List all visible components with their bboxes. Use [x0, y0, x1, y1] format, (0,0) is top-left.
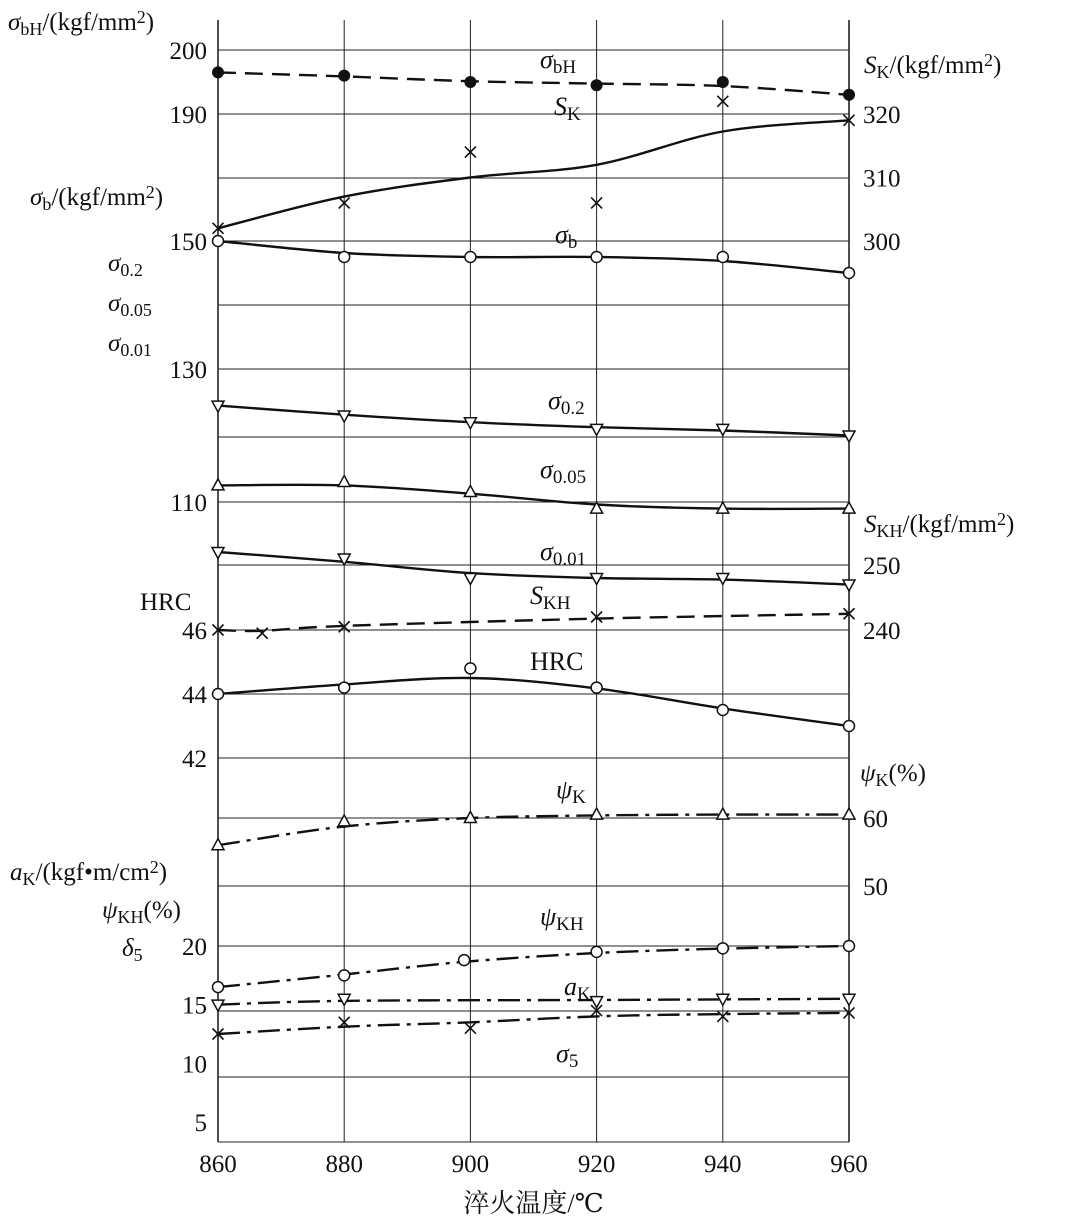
x-tick-label: 900 [451, 1151, 490, 1178]
triangle-down-marker [843, 994, 855, 1005]
series-line-SKH [218, 614, 849, 631]
series-label-σbH: σbH [540, 45, 577, 79]
triangle-up-marker [591, 808, 603, 819]
x-tick-label: 880 [325, 1151, 363, 1178]
delta5-axis-title: δ5 [122, 935, 143, 966]
circle-marker [717, 252, 728, 263]
dot-marker [591, 79, 603, 91]
left-tick-label: 5 [194, 1110, 207, 1137]
circle-marker [213, 236, 224, 247]
cross-marker [257, 628, 268, 639]
series-label-σ0.05: σ0.05 [540, 455, 587, 489]
circle-marker [591, 252, 602, 263]
triangle-up-marker [464, 486, 476, 497]
series-line-δ5 [218, 1013, 849, 1034]
triangle-up-marker [843, 808, 855, 819]
dot-marker [843, 89, 855, 101]
series-label-σ0.01: σ0.01 [540, 537, 587, 571]
series-label-ψKH: ψKH [540, 902, 584, 936]
series-label-δ5: σ5 [556, 1039, 579, 1073]
left-tick-label: 10 [182, 1051, 207, 1079]
right-tick-label: 300 [863, 229, 901, 256]
series-label-σb: σb [555, 220, 578, 254]
right-tick-label: 310 [863, 165, 901, 193]
circle-marker [339, 252, 350, 263]
series-line-ψKH [218, 946, 849, 987]
circle-marker [465, 252, 476, 263]
left-tick-label: 20 [182, 934, 207, 961]
dot-marker [717, 76, 729, 88]
right-tick-label: 250 [863, 553, 901, 580]
circle-marker [717, 943, 728, 954]
series-labels [530, 45, 591, 1072]
series-label-aK: aK [564, 972, 591, 1006]
triangle-up-marker [338, 476, 350, 487]
series-line-σ0.05 [218, 485, 849, 509]
left-tick-label: 44 [182, 682, 207, 709]
series-label-HRC: HRC [530, 647, 584, 676]
triangle-down-marker [464, 574, 476, 585]
curves [218, 72, 849, 1034]
circle-marker [339, 970, 350, 981]
markers [212, 66, 855, 1039]
circle-marker [844, 721, 855, 732]
left-tick-label: 42 [182, 746, 207, 773]
sigma-group-axis-title: σ0.2 [108, 250, 143, 281]
right-tick-label: 240 [863, 618, 901, 645]
series-label-SK: SK [554, 92, 581, 126]
dot-marker [464, 76, 476, 88]
circle-marker [213, 689, 224, 700]
series-line-σbH [218, 72, 849, 94]
circle-marker [591, 682, 602, 693]
right-tick-label: 320 [863, 102, 901, 129]
x-tick-label: 860 [199, 1151, 237, 1178]
sigma-bh-axis-title: σbH/(kgf/mm2) [8, 7, 155, 40]
series-line-SK [218, 120, 849, 228]
series-line-HRC [218, 678, 849, 726]
sigma-b-axis-title: σb/(kgf/mm2) [30, 182, 164, 215]
left-tick-label: 110 [170, 490, 207, 517]
circle-marker [591, 946, 602, 957]
series-label-σ0.2: σ0.2 [548, 386, 585, 420]
triangle-up-marker [338, 815, 350, 826]
x-tick-label: 920 [577, 1151, 616, 1178]
right-tick-label: 50 [863, 874, 888, 901]
circle-marker [213, 982, 224, 993]
x-tick-label: 940 [704, 1151, 742, 1178]
left-tick-label: 190 [169, 102, 207, 129]
sigma-group-axis-title: σ0.01 [108, 330, 152, 361]
left-tick-label: 200 [169, 38, 207, 65]
sigma-group-axis-title: σ0.05 [108, 290, 152, 321]
series-line-σ0.2 [218, 406, 849, 436]
series-line-ψK [218, 815, 849, 846]
triangle-down-marker [338, 411, 350, 422]
circle-marker [465, 663, 476, 674]
circle-marker [717, 705, 728, 716]
psi-k-axis-title: ψK(%) [860, 760, 927, 791]
dot-marker [212, 66, 224, 78]
left-tick-label: 15 [182, 992, 207, 1020]
left-tick-label: 150 [169, 229, 207, 256]
x-axis-title: 淬火温度/℃ [463, 1189, 604, 1218]
hrc-axis-title: HRC [140, 589, 192, 616]
left-tick-label: 130 [169, 357, 207, 384]
triangle-down-marker [591, 424, 603, 435]
right-tick-label: 60 [863, 806, 888, 833]
left-tick-label: 46 [182, 618, 207, 645]
circle-marker [459, 955, 470, 966]
ak-axis-title: aK/(kgf•m/cm2) [10, 857, 168, 890]
series-label-ψK: ψK [556, 775, 586, 809]
series-line-σb [218, 241, 849, 273]
series-label-SKH: SKH [530, 581, 571, 615]
x-tick-label: 960 [830, 1151, 868, 1178]
circle-marker [844, 941, 855, 952]
circle-marker [339, 682, 350, 693]
series-line-aK [218, 999, 849, 1005]
dot-marker [338, 70, 350, 82]
psi-kh-axis-title: ψKH(%) [102, 897, 182, 928]
series-line-σ0.01 [218, 552, 849, 585]
sk-axis-title: SK/(kgf/mm2) [864, 50, 1002, 83]
circle-marker [844, 268, 855, 279]
skh-axis-title: SKH/(kgf/mm2) [864, 509, 1015, 542]
